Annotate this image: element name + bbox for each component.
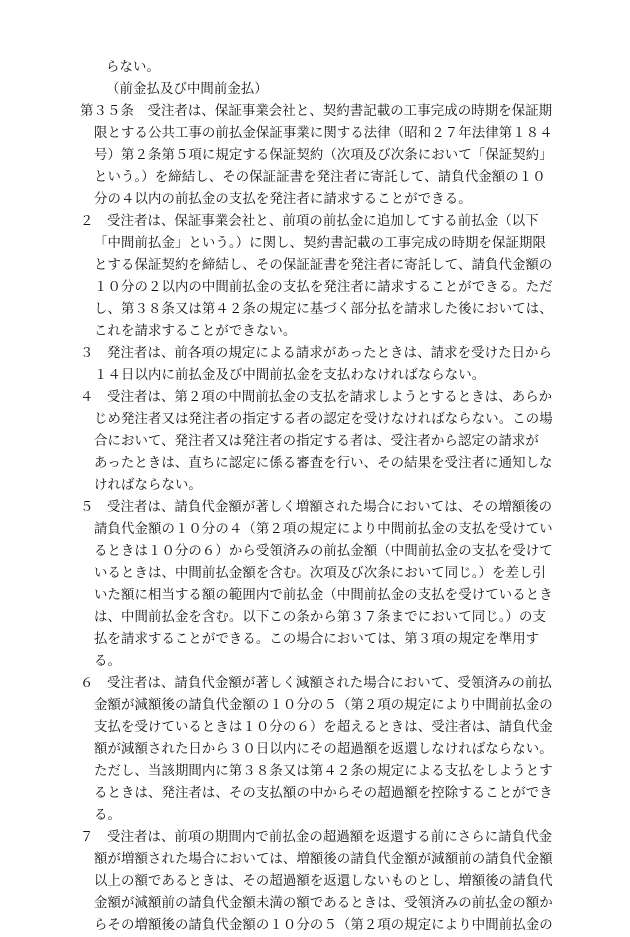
- text-line: 額が減額された日から３０日以内にその超過額を返還しなければならない。: [94, 742, 553, 757]
- article-heading-line: 第３５条 受注者は、保証事業会社と、契約書記載の工事完成の時期を保証期: [80, 104, 553, 119]
- text-line: るときは１０分の６）から受領済みの前払金額（中間前払金の支払を受けて: [94, 544, 553, 559]
- text-line: 支払を受けているときは１０分の６）を超えるときは、受注者は、請負代金: [94, 720, 553, 735]
- text-line: らない。: [106, 60, 160, 75]
- text-line: いるときは、中間前払金額を含む。次項及び次条において同じ。）を差し引: [94, 566, 546, 581]
- paragraph-start-line: ３ 発注者は、前各項の規定による請求があったときは、請求を受けた日から: [80, 346, 553, 361]
- text-line: という。）を締結し、その保証証書を発注者に寄託して、請負代金額の１０: [94, 170, 546, 185]
- text-line: あったときは、直ちに認定に係る審査を行い、その結果を受注者に通知しな: [94, 456, 553, 471]
- text-line: いた額に相当する額の範囲内で前払金（中間前払金の支払を受けているとき: [94, 588, 553, 603]
- text-line: 「中間前払金」という。）に関し、契約書記載の工事完成の時期を保証期限: [94, 236, 546, 251]
- text-line: 分の４以内の前払金の支払を発注者に請求することができる。: [94, 192, 472, 207]
- text-line: とする保証契約を締結し、その保証証書を発注者に寄託して、請負代金額の: [94, 258, 553, 273]
- text-line: るときは、発注者は、その支払額の中からその超過額を控除することができ: [94, 786, 553, 801]
- text-line: ただし、当該期間内に第３８条又は第４２条の規定による支払をしようとす: [94, 764, 553, 779]
- paragraph-start-line: ２ 受注者は、保証事業会社と、前項の前払金に追加してする前払金（以下: [80, 214, 539, 229]
- text-line: 号）第２条第５項に規定する保証契約（次項及び次条において「保証契約」: [94, 148, 553, 163]
- text-line: は、中間前払金を含む。以下この条から第３７条までにおいて同じ。）の支: [94, 610, 546, 625]
- paragraph-start-line: ５ 受注者は、請負代金額が著しく増額された場合においては、その増額後の: [80, 500, 553, 515]
- text-line: 以上の額であるときは、その超過額を返還しないものとし、増額後の請負代: [94, 874, 553, 889]
- text-line: る。: [94, 808, 121, 823]
- text-line: 金額が減額前の請負代金額未満の額であるときは、受領済みの前払金の額か: [94, 896, 553, 911]
- text-line: 額が増額された場合においては、増額後の請負代金額が減額前の請負代金額: [94, 852, 553, 867]
- text-line: 限とする公共工事の前払金保証事業に関する法律（昭和２７年法律第１８４: [94, 126, 553, 141]
- text-line: らその増額後の請負代金額の１０分の５（第２項の規定により中間前払金の: [94, 918, 553, 933]
- text-line: １０分の２以内の中間前払金の支払を発注者に請求することができる。ただ: [94, 280, 553, 295]
- paragraph-start-line: ６ 受注者は、請負代金額が著しく減額された場合において、受領済みの前払: [80, 676, 552, 691]
- text-line: 請負代金額の１０分の４（第２項の規定により中間前払金の支払を受けてい: [94, 522, 553, 537]
- paragraph-start-line: ４ 受注者は、第２項の中間前払金の支払を請求しようとするときは、あらか: [80, 390, 553, 405]
- text-line: 金額が減額後の請負代金額の１０分の５（第２項の規定により中間前払金の: [94, 698, 553, 713]
- text-line: 合において、発注者又は発注者の指定する者は、受注者から認定の請求が: [94, 434, 539, 449]
- paragraph-start-line: ７ 受注者は、前項の期間内で前払金の超過額を返還する前にさらに請負代金: [80, 830, 553, 845]
- text-line: 払を請求することができる。この場合においては、第３項の規定を準用す: [94, 632, 540, 647]
- text-line: し、第３８条又は第４２条の規定に基づく部分払を請求した後においては、: [94, 302, 553, 317]
- text-line: ければならない。: [94, 478, 202, 493]
- text-line: これを請求することができない。: [94, 324, 297, 339]
- text-line: じめ発注者又は発注者の指定する者の認定を受けなければならない。この場: [94, 412, 553, 427]
- text-line: る。: [94, 654, 121, 669]
- section-heading: （前金払及び中間前金払）: [106, 82, 268, 97]
- text-line: １４日以内に前払金及び中間前払金を支払わなければならない。: [94, 368, 486, 383]
